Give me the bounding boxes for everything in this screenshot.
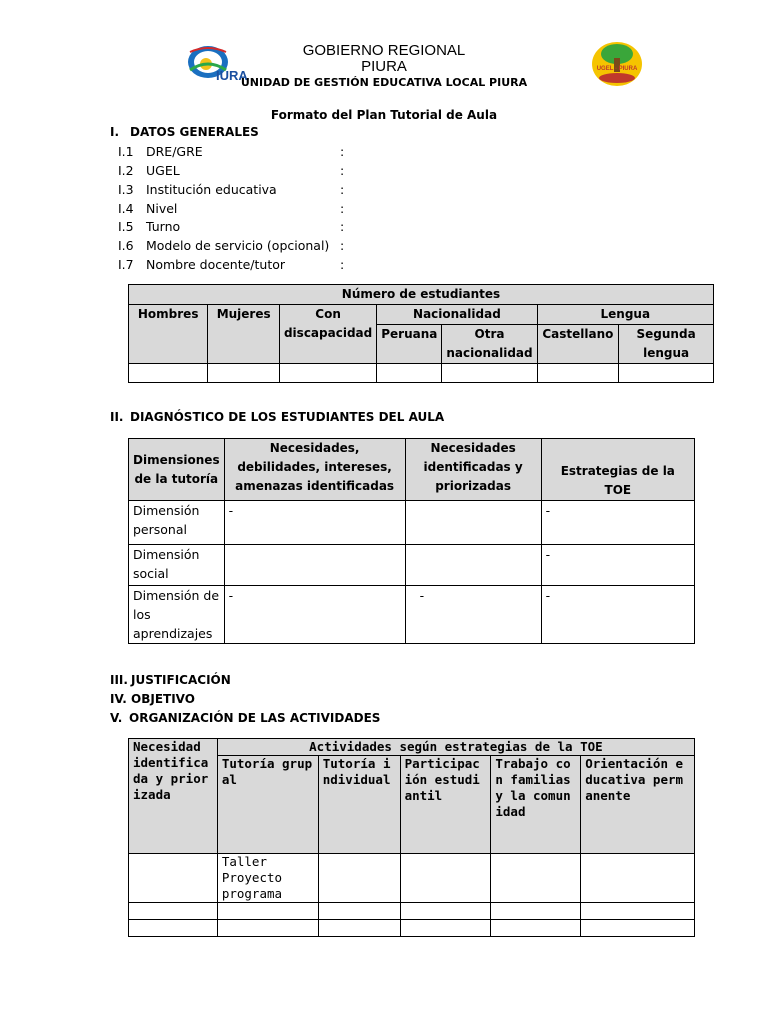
section-3-title: JUSTIFICACIÓN (131, 673, 231, 687)
item-label: Institución educativa (146, 182, 277, 197)
act-cell[interactable] (129, 920, 218, 937)
act-cell[interactable] (400, 903, 491, 920)
diag-cell[interactable]: - (224, 501, 405, 545)
diag-header-dimension: Dimensiones de la tutoría (129, 439, 225, 501)
act-cell[interactable] (129, 854, 218, 903)
input-cell[interactable] (129, 364, 208, 383)
act-cell[interactable] (400, 920, 491, 937)
document-title: Formato del Plan Tutorial de Aula (270, 108, 498, 122)
act-cell[interactable] (217, 903, 318, 920)
act-cell[interactable] (491, 920, 581, 937)
item-number: I.6 (118, 238, 134, 253)
act-header-grupal: Tutoría grupal (217, 756, 318, 854)
act-cell[interactable] (129, 903, 218, 920)
header-subtitle: PIURA (361, 58, 407, 75)
section-2-heading (110, 410, 444, 424)
section-5-title: ORGANIZACIÓN DE LAS ACTIVIDADES (129, 711, 381, 725)
col-discapacidad: Con discapacidad (279, 305, 376, 364)
act-cell[interactable] (400, 854, 491, 903)
item-colon: : (340, 219, 345, 234)
diag-cell[interactable]: - (541, 501, 694, 545)
general-item-7 (118, 257, 358, 273)
students-count-table (128, 284, 714, 383)
input-cell[interactable] (279, 364, 376, 383)
act-header-familias: Trabajo con familias y la comunidad (491, 756, 581, 854)
diag-cell[interactable]: - (541, 545, 694, 586)
item-label: Modelo de servicio (opcional) (146, 238, 330, 253)
section-2-title: DIAGNÓSTICO DE LOS ESTUDIANTES DEL AULA (130, 410, 445, 424)
col-otra-nacionalidad: Otra nacionalidad (442, 325, 537, 364)
act-cell[interactable] (318, 903, 400, 920)
section-3-heading (110, 673, 231, 687)
section-1-heading (110, 125, 259, 139)
item-number: I.4 (118, 201, 134, 216)
act-cell-taller[interactable]: Taller Proyecto programa (217, 854, 318, 903)
section-4-heading (110, 692, 195, 706)
diag-cell[interactable]: - (405, 586, 541, 644)
section-2-number: II. (110, 410, 124, 424)
act-cell[interactable] (581, 903, 695, 920)
act-header-orientacion: Orientación educativa permanente (581, 756, 695, 854)
col-castellano: Castellano (537, 325, 619, 364)
item-colon: : (340, 238, 345, 253)
act-header-participacion: Participación estudiantil (400, 756, 491, 854)
act-cell[interactable] (491, 854, 581, 903)
item-colon: : (340, 144, 345, 159)
diagnosis-table (128, 438, 695, 644)
act-cell[interactable] (217, 920, 318, 937)
diag-cell[interactable] (224, 545, 405, 586)
col-hombres: Hombres (129, 305, 208, 364)
diag-dimension-aprendizajes: Dimensión de los aprendizajes (129, 586, 225, 644)
act-cell[interactable] (318, 854, 400, 903)
item-colon: : (340, 182, 345, 197)
act-cell[interactable] (581, 920, 695, 937)
general-item-4 (118, 201, 358, 217)
col-nacionalidad: Nacionalidad (377, 305, 537, 325)
input-cell[interactable] (208, 364, 280, 383)
general-item-6 (118, 238, 358, 254)
section-1-title: DATOS GENERALES (130, 125, 259, 139)
section-1-number: I. (110, 125, 120, 139)
item-label: Turno (146, 219, 181, 234)
logo-right-text: UGEL - PIURA (596, 66, 638, 72)
item-label: DRE/GRE (146, 144, 203, 159)
general-item-5 (118, 219, 358, 235)
item-number: I.7 (118, 257, 134, 272)
item-number: I.3 (118, 182, 134, 197)
diag-header-prioritized: Necesidades identificadas y priorizadas (405, 439, 541, 501)
act-header-group: Actividades según estrategias de la TOE (217, 739, 694, 756)
act-header-need: Necesidad identificada y priorizada (129, 739, 218, 854)
diag-dimension-personal: Dimensión personal (129, 501, 225, 545)
item-number: I.2 (118, 163, 134, 178)
act-header-individual: Tutoría individual (318, 756, 400, 854)
general-item-1 (118, 144, 358, 160)
col-lengua: Lengua (537, 305, 713, 325)
general-item-2 (118, 163, 358, 179)
input-cell[interactable] (377, 364, 442, 383)
col-mujeres: Mujeres (208, 305, 280, 364)
section-5-heading (110, 711, 380, 725)
section-4-title: OBJETIVO (131, 692, 195, 706)
section-5-number: V. (110, 711, 123, 725)
diag-cell[interactable]: - (541, 586, 694, 644)
logo-left-text: IURA (216, 68, 248, 83)
diag-header-strategies: Estrategias de la TOE (541, 439, 694, 501)
item-number: I.1 (118, 144, 134, 159)
students-table-title: Número de estudiantes (129, 285, 714, 305)
input-cell[interactable] (537, 364, 619, 383)
col-segunda-lengua: Segunda lengua (619, 325, 714, 364)
input-cell[interactable] (442, 364, 537, 383)
act-cell[interactable] (581, 854, 695, 903)
section-4-number: IV. (110, 692, 127, 706)
diag-dimension-social: Dimensión social (129, 545, 225, 586)
header-title: GOBIERNO REGIONAL (302, 42, 466, 59)
act-cell[interactable] (491, 903, 581, 920)
item-label: Nombre docente/tutor (146, 257, 286, 272)
diag-cell[interactable]: - (224, 586, 405, 644)
item-label: UGEL (146, 163, 180, 178)
act-cell[interactable] (318, 920, 400, 937)
diag-header-needs: Necesidades, debilidades, intereses, amenazas identificadas (224, 439, 405, 501)
header-unit: UNIDAD DE GESTIÓN EDUCATIVA LOCAL PIURA (240, 76, 528, 89)
diag-cell[interactable] (405, 501, 541, 545)
diag-cell[interactable] (405, 545, 541, 586)
section-3-number: III. (110, 673, 128, 687)
col-peruana: Peruana (377, 325, 442, 364)
item-colon: : (340, 163, 345, 178)
input-cell[interactable] (619, 364, 714, 383)
item-colon: : (340, 257, 345, 272)
item-label: Nivel (146, 201, 178, 216)
item-number: I.5 (118, 219, 134, 234)
item-colon: : (340, 201, 345, 216)
general-item-3 (118, 182, 358, 198)
activities-table (128, 738, 695, 937)
